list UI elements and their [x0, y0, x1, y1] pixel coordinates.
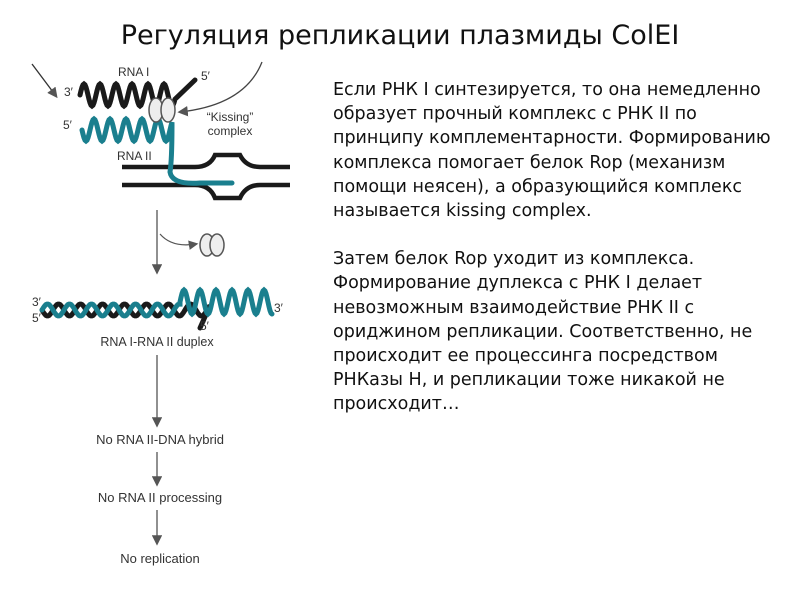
duplex-rna-ii-strand — [42, 290, 272, 316]
step-no-replication: No replication — [120, 551, 200, 566]
incoming-arrow — [32, 64, 56, 96]
kissing-label-line2: complex — [207, 124, 253, 138]
rna-ii-label: RNA II — [117, 149, 152, 163]
rna-i-5prime-label: 5′ — [201, 69, 210, 83]
duplex-right-3prime-label: 3′ — [274, 301, 283, 315]
duplex-3prime-label: 3′ — [32, 295, 41, 309]
explanation-text — [333, 78, 783, 417]
colei-regulation-diagram — [0, 0, 320, 600]
rna-i-strand — [80, 80, 195, 106]
paragraph-rop-release: Затем белок Rop уходит из комплекса. Формирование дуплекса с РНК I делает невозможным взаимодействие РНК II с ориджином репликации. Соответственно, не происходит ее процессинга посредством РНКазы Н, и репликации тоже никакой не происходит… — [333, 249, 753, 415]
kissing-pointer-arrow — [180, 62, 262, 112]
rop-protein-icon — [149, 98, 175, 122]
slide-title: Регуляция репликации плазмиды ColEI — [120, 20, 680, 51]
kissing-label-line1: “Kissing” — [206, 110, 254, 124]
rna-ii-5prime-label: 5′ — [63, 118, 72, 132]
released-rop-icon — [200, 234, 224, 256]
duplex-label: RNA I-RNA II duplex — [100, 335, 214, 349]
step-no-processing: No RNA II processing — [97, 490, 223, 505]
rna-i-label: RNA I — [118, 65, 150, 79]
duplex-right-5prime-label: 5′ — [200, 319, 209, 333]
rop-release-arrow — [160, 234, 196, 245]
rna-i-3prime-label: 3′ — [64, 85, 73, 99]
paragraph-kissing-complex: Если РНК I синтезируется, то она немедленно образует прочный комплекс с РНК II по принципу комплементарности. Формированию комплекса помогает белок Rop (механизм помощи неясен), а образующийся комплекс называется kissing complex. — [333, 80, 771, 222]
step-no-hybrid: No RNA II-DNA hybrid — [96, 432, 224, 447]
duplex-5prime-label: 5′ — [32, 311, 41, 325]
